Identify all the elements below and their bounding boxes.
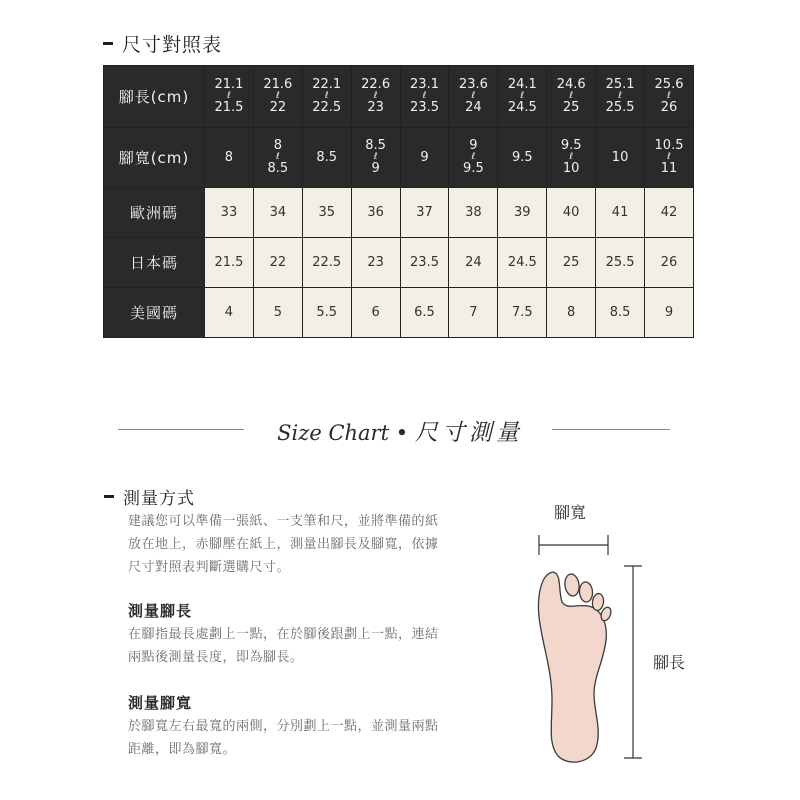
width-text [128, 715, 439, 761]
size-cell [400, 128, 449, 188]
size-range [303, 151, 351, 165]
range-max: 26 [660, 100, 678, 115]
size-cell: 24 [449, 238, 498, 288]
size-cell [547, 128, 596, 188]
size-cell: 38 [449, 188, 498, 238]
size-cell: 4 [205, 288, 254, 338]
range-max: 24 [465, 100, 482, 115]
row-foot-width [104, 128, 694, 188]
size-range [254, 139, 302, 175]
size-cell: 5 [253, 288, 302, 338]
size-cell [351, 66, 400, 128]
range-min: 24.6 [556, 77, 586, 93]
size-cell: 24.5 [498, 238, 547, 288]
size-chart-heading-dot: • [395, 421, 409, 445]
size-range [352, 78, 400, 114]
size-range [205, 78, 253, 114]
range-separator: ℓ [520, 91, 525, 101]
size-cell: 6.5 [400, 288, 449, 338]
range-min: 9.5 [511, 149, 533, 165]
length-text [128, 623, 439, 669]
range-max: 22.5 [312, 100, 342, 115]
range-min: 22.1 [312, 77, 342, 93]
range-min: 23.6 [458, 77, 488, 93]
size-cell: 22.5 [302, 238, 351, 288]
range-separator: ℓ [471, 152, 476, 162]
toe-3 [579, 582, 593, 603]
width-line: 於腳寬左右最寬的兩側，分別劃上一點，並測量兩點 [128, 719, 439, 734]
range-separator: ℓ [227, 91, 231, 101]
row-foot-length [104, 66, 694, 128]
size-cell: 26 [645, 238, 694, 288]
range-min: 22.6 [361, 77, 391, 93]
size-chart-heading-en: Size Chart [277, 421, 390, 445]
width-bracket [539, 535, 608, 555]
toe-4 [591, 593, 604, 611]
range-separator: ℓ [275, 91, 280, 101]
row-label: 歐洲碼 [104, 188, 205, 238]
range-min: 8.5 [316, 149, 338, 165]
size-range [596, 151, 644, 165]
row-jp-size [104, 238, 694, 288]
row-eu-size [104, 188, 694, 238]
size-cell: 7.5 [498, 288, 547, 338]
method-title [104, 484, 195, 509]
row-label: 腳寬(cm) [104, 128, 205, 188]
range-separator: ℓ [422, 91, 427, 101]
size-cell: 5.5 [302, 288, 351, 338]
size-cell [645, 128, 694, 188]
size-range [596, 78, 644, 114]
range-separator: ℓ [275, 152, 280, 162]
toe-5 [599, 606, 613, 622]
size-table-title [103, 30, 222, 57]
method-line: 建議您可以準備一張紙、一支筆和尺，並將準備的紙 [128, 514, 439, 529]
range-min: 8 [273, 138, 282, 154]
range-min: 25.6 [654, 77, 684, 93]
size-chart-heading-zh: 尺寸測量 [414, 420, 523, 446]
range-max: 23.5 [410, 100, 439, 115]
range-min: 10.5 [654, 138, 684, 154]
size-range [498, 78, 546, 114]
size-cell: 9 [645, 288, 694, 338]
range-min: 21.1 [214, 77, 244, 93]
divider-right [552, 429, 670, 430]
width-title: 測量腳寬 [128, 694, 193, 712]
size-range [205, 151, 253, 165]
width-line: 距離，即為腳寬。 [128, 742, 237, 757]
size-cell: 33 [205, 188, 254, 238]
size-cell: 7 [449, 288, 498, 338]
range-max: 11 [660, 161, 678, 176]
size-range [449, 139, 497, 175]
size-cell: 8.5 [596, 288, 645, 338]
range-max: 9.5 [463, 161, 484, 176]
size-cell: 37 [400, 188, 449, 238]
length-title: 測量腳長 [128, 602, 193, 620]
length-line: 在腳指最長處劃上一點，在於腳後跟劃上一點，連結 [128, 627, 439, 642]
size-range [401, 78, 449, 114]
range-separator: ℓ [667, 91, 671, 101]
toe-2 [564, 573, 581, 597]
foot-length-label: 腳長 [653, 653, 686, 672]
size-cell: 21.5 [205, 238, 254, 288]
size-range [303, 78, 351, 114]
range-min: 9 [469, 138, 478, 154]
range-max: 25 [562, 100, 580, 115]
range-separator: ℓ [471, 91, 476, 101]
size-cell: 25 [547, 238, 596, 288]
range-max: 21.5 [214, 100, 244, 115]
size-range [645, 139, 693, 175]
title-dash [103, 42, 113, 45]
range-separator: ℓ [569, 152, 574, 162]
method-line: 放在地上，赤腳壓在紙上，測量出腳長及腳寬，依據 [128, 537, 439, 552]
size-cell [205, 128, 254, 188]
range-separator: ℓ [373, 91, 378, 101]
range-min: 23.1 [410, 77, 439, 93]
size-cell [302, 128, 351, 188]
range-separator: ℓ [569, 91, 574, 101]
method-title-text: 測量方式 [123, 489, 195, 509]
foot-shape [539, 572, 613, 762]
range-min: 21.6 [263, 77, 293, 93]
size-cell [449, 66, 498, 128]
range-max: 25.5 [605, 100, 635, 115]
range-separator: ℓ [324, 91, 329, 101]
size-table-title-text: 尺寸對照表 [122, 34, 223, 56]
range-min: 25.1 [605, 77, 635, 93]
size-range [401, 151, 449, 165]
method-dash [104, 495, 114, 498]
size-cell: 8 [547, 288, 596, 338]
range-max: 23 [367, 100, 384, 115]
size-cell: 39 [498, 188, 547, 238]
length-line: 兩點後測量長度，即為腳長。 [128, 650, 304, 665]
range-min: 10 [611, 149, 629, 165]
size-cell: 25.5 [596, 238, 645, 288]
size-range [352, 139, 400, 175]
length-bracket [624, 566, 642, 758]
range-separator: ℓ [373, 152, 378, 162]
foot-sole [539, 572, 607, 762]
size-cell: 40 [547, 188, 596, 238]
size-range [254, 78, 302, 114]
range-min: 9.5 [560, 138, 582, 154]
range-max: 24.5 [507, 100, 537, 115]
size-range [547, 78, 595, 114]
range-separator: ℓ [618, 91, 622, 101]
size-cell [400, 66, 449, 128]
size-cell: 41 [596, 188, 645, 238]
size-range [645, 78, 693, 114]
size-cell [205, 66, 254, 128]
size-cell: 36 [351, 188, 400, 238]
size-cell [596, 66, 645, 128]
size-range [498, 151, 546, 165]
size-cell [351, 128, 400, 188]
range-max: 8.5 [267, 161, 289, 176]
size-cell [498, 128, 547, 188]
foot-width-label: 腳寬 [554, 503, 587, 522]
size-cell: 35 [302, 188, 351, 238]
size-cell [302, 66, 351, 128]
row-label: 美國碼 [104, 288, 205, 338]
size-cell: 23 [351, 238, 400, 288]
range-separator: ℓ [667, 152, 671, 162]
size-cell: 23.5 [400, 238, 449, 288]
range-min: 8.5 [365, 138, 386, 154]
size-cell: 22 [253, 238, 302, 288]
size-cell [498, 66, 547, 128]
range-max: 10 [562, 161, 580, 176]
size-cell: 42 [645, 188, 694, 238]
divider-left [118, 429, 244, 430]
range-max: 9 [371, 161, 380, 176]
size-cell: 6 [351, 288, 400, 338]
range-min: 24.1 [507, 77, 537, 93]
range-min: 9 [420, 149, 429, 165]
size-range [547, 139, 595, 175]
size-cell [596, 128, 645, 188]
size-cell [449, 128, 498, 188]
size-range [449, 78, 497, 114]
size-cell [253, 66, 302, 128]
method-text [128, 510, 439, 579]
size-cell: 34 [253, 188, 302, 238]
size-table [103, 65, 694, 338]
size-cell [645, 66, 694, 128]
size-chart-heading [248, 414, 552, 447]
method-line: 尺寸對照表判斷選購尺寸。 [128, 560, 291, 575]
row-label: 腳長(cm) [104, 66, 205, 128]
range-max: 22 [269, 100, 287, 115]
row-label: 日本碼 [104, 238, 205, 288]
row-us-size [104, 288, 694, 338]
range-min: 8 [224, 149, 234, 165]
size-cell [547, 66, 596, 128]
size-cell [253, 128, 302, 188]
